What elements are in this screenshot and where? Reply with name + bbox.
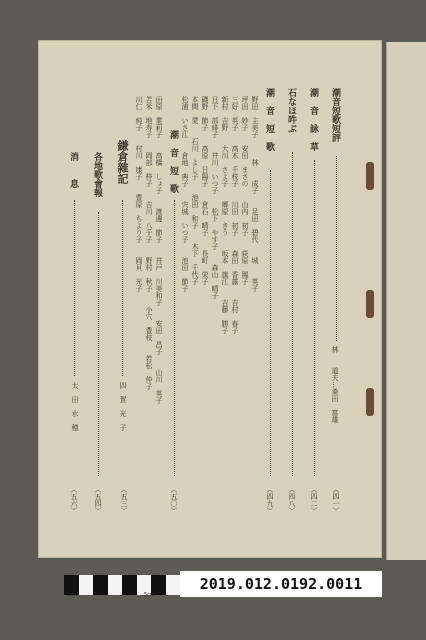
leader-dots [270,170,271,476]
leader-dots [74,200,75,376]
toc-title-tanka: 潮 音 短 歌 [264,88,274,151]
toc-author-kamakura: 四 賀 光 子 [119,382,127,431]
page-number: （四二） [310,486,318,514]
archive-id-label: 2019.012.0192.0011 [180,571,382,597]
toc-title-kakuchi: 各地歌會報 [92,152,102,197]
toc-author-shosoku: 太 田 水 穂 [71,382,79,431]
name-line: 苫米 地寿子 岡部 梓子 吉川 八千子 野村 秋子 小穴 豊枝 若松 仲子 [145,96,153,390]
leader-dots [122,200,123,376]
name-line: 新村 吉野 大川 さよ子 郷原 きう 坂本 旗江 吉藤 勝子 [221,96,229,334]
name-line: 本間 愛 石川 よし子 池田 和子 木下 千代子 [191,96,199,285]
toc-title-tanka-2: 潮 音 短 歌 [168,130,178,193]
name-line: 川仁 純子 村川 康子 豊原 ちより子 岡貝 光子 [135,96,143,292]
page-number: （四九） [266,486,274,514]
toc-title-shosoku: 消 息 [68,152,78,188]
leader-dots [292,152,293,476]
scale-label-5cm: 5cm [144,592,155,598]
page-number: （五三） [120,486,128,514]
page-number: （五六） [70,486,78,514]
leader-dots [174,200,175,476]
name-line: 野田 主美子 林 成子 足田 碧代 城 英子 [251,96,259,292]
staple-hole [366,388,374,416]
staple-hole [366,162,374,190]
next-page-edge [386,42,426,560]
name-line: 松浦 いさ江 倉地 典子 宍城 いつ子 池田 節子 [181,96,189,292]
name-line: 三好 英子 高木 千枝子 川田 初子 森田 香露 吉村 春子 [231,96,239,334]
toc-author-tanpyo: 林 道夫…桑田 富雄 [331,346,339,423]
leader-dots [314,160,315,476]
toc-title-eiso: 潮 音 詠 草 [308,88,318,151]
page-number: （四一） [332,486,340,514]
leader-dots [336,156,337,341]
toc-title-tanpyo: 潮音短歌短評 [330,88,340,142]
leader-dots [98,212,99,476]
toc-title-kamakura: 鎌倉雜記 [116,140,129,184]
toc-title-ishi: 石なほ吽ぶ [286,88,296,133]
staple-hole [366,290,374,318]
page-number: （五四） [94,486,102,514]
name-line: 田原 業莉子 高橋 しょ子 渡邊 節子 井戸 川美和子 安田 昌子 山川 英子 [155,96,163,404]
page-number: （五〇） [170,486,178,514]
scale-label-1cm: 1cm [66,592,77,598]
name-line: 日下 部緋子 井川 いつ子 松下 やす子 森山 晴子 [211,96,219,299]
name-line: 坪田 妙子 安田 まさの 山内 初子 荻原 鳳子 [241,96,249,285]
color-scale-bar [64,575,180,595]
name-line: 磯野 節子 高原 日陽子 倉石 晴子 長町 栄子 [201,96,209,285]
page-number: （四八） [288,486,296,514]
